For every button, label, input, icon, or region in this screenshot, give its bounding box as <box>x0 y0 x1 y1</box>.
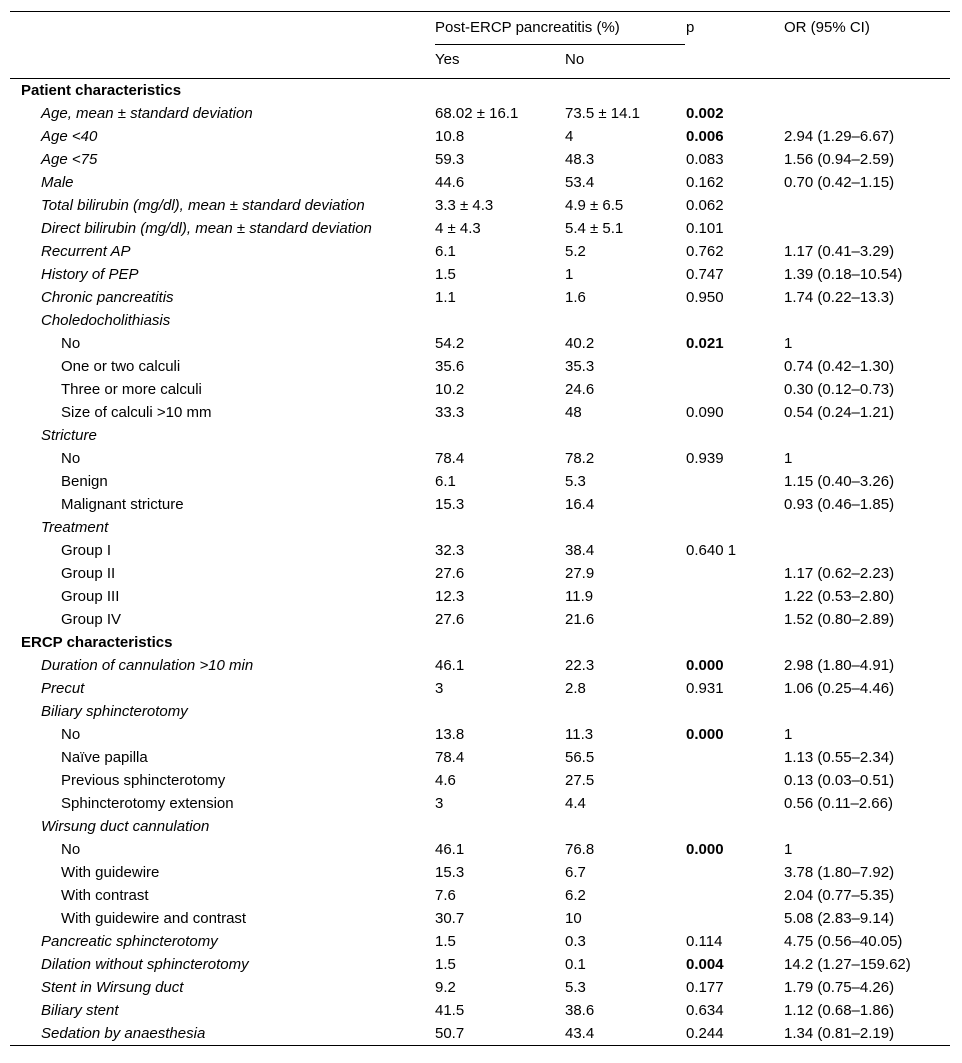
cell-yes: 68.02 ± 16.1 <box>435 105 519 122</box>
cell-no: 38.4 <box>565 542 595 559</box>
cell-p-value: 0.747 <box>686 266 724 283</box>
cell-no: 35.3 <box>565 358 595 375</box>
table-row <box>10 746 950 769</box>
table-row <box>10 194 950 217</box>
row-label: Sphincterotomy extension <box>61 795 234 812</box>
cell-yes: 35.6 <box>435 358 465 375</box>
row-label: One or two calculi <box>61 358 181 375</box>
cell-yes: 44.6 <box>435 174 465 191</box>
cell-no: 1.6 <box>565 289 586 306</box>
cell-no: 76.8 <box>565 841 595 858</box>
cell-odds-ratio: 1.22 (0.53–2.80) <box>784 588 895 605</box>
cell-no: 21.6 <box>565 611 595 628</box>
row-label: Size of calculi >10 mm <box>61 404 212 421</box>
cell-no: 4.4 <box>565 795 586 812</box>
cell-no: 4 <box>565 128 574 145</box>
cell-no: 10 <box>565 910 582 927</box>
row-label: Choledocholithiasis <box>41 312 171 329</box>
cell-odds-ratio: 1.06 (0.25–4.46) <box>784 680 895 697</box>
cell-odds-ratio: 0.30 (0.12–0.73) <box>784 381 895 398</box>
cell-odds-ratio: 0.13 (0.03–0.51) <box>784 772 895 789</box>
cell-odds-ratio: 1.17 (0.41–3.29) <box>784 243 895 260</box>
cell-yes: 1.5 <box>435 266 456 283</box>
cell-p-value: 0.000 <box>686 841 724 858</box>
cell-odds-ratio: 1 <box>784 726 793 743</box>
cell-odds-ratio: 0.54 (0.24–1.21) <box>784 404 895 421</box>
cell-p-value: 0.002 <box>686 105 724 122</box>
table-row <box>10 355 950 378</box>
cell-odds-ratio: 1.79 (0.75–4.26) <box>784 979 895 996</box>
cell-odds-ratio: 1.34 (0.81–2.19) <box>784 1025 895 1042</box>
table-header <box>10 11 950 79</box>
table-row <box>10 470 950 493</box>
cell-yes: 3 <box>435 680 444 697</box>
table-row <box>10 608 950 631</box>
cell-odds-ratio: 1.74 (0.22–13.3) <box>784 289 895 306</box>
cell-odds-ratio: 0.56 (0.11–2.66) <box>784 795 893 812</box>
cell-yes: 54.2 <box>435 335 465 352</box>
cell-yes: 1.5 <box>435 933 456 950</box>
col-header-yes: Yes <box>435 51 460 68</box>
row-label: Biliary sphincterotomy <box>41 703 188 720</box>
row-label: History of PEP <box>41 266 139 283</box>
row-label: Biliary stent <box>41 1002 119 1019</box>
row-label: Pancreatic sphincterotomy <box>41 933 218 950</box>
table-row <box>10 769 950 792</box>
row-label: ERCP characteristics <box>21 634 173 651</box>
cell-odds-ratio: 1.56 (0.94–2.59) <box>784 151 895 168</box>
cell-p-value: 0.006 <box>686 128 724 145</box>
table-row <box>10 976 950 999</box>
table-row <box>10 930 950 953</box>
cell-no: 0.3 <box>565 933 586 950</box>
cell-no: 27.9 <box>565 565 595 582</box>
row-label: Age, mean ± standard deviation <box>41 105 253 122</box>
cell-odds-ratio: 2.98 (1.80–4.91) <box>784 657 895 674</box>
table-row <box>10 401 950 424</box>
cell-p-value: 0.640 1 <box>686 542 737 559</box>
cell-yes: 78.4 <box>435 450 465 467</box>
table-row <box>10 953 950 976</box>
cell-odds-ratio: 1 <box>784 335 793 352</box>
table-row <box>10 861 950 884</box>
row-label: Three or more calculi <box>61 381 202 398</box>
table-row <box>10 125 950 148</box>
cell-p-value: 0.000 <box>686 657 724 674</box>
table-row <box>10 516 950 539</box>
cell-yes: 3 <box>435 795 444 812</box>
cell-p-value: 0.114 <box>686 933 723 950</box>
cell-no: 6.2 <box>565 887 586 904</box>
results-table <box>10 11 950 1046</box>
table-row <box>10 677 950 700</box>
cell-yes: 1.1 <box>435 289 456 306</box>
cell-odds-ratio: 0.93 (0.46–1.85) <box>784 496 895 513</box>
table-row <box>10 171 950 194</box>
cell-yes: 59.3 <box>435 151 465 168</box>
cell-odds-ratio: 14.2 (1.27–159.62) <box>784 956 911 973</box>
cell-no: 24.6 <box>565 381 595 398</box>
cell-no: 6.7 <box>565 864 586 881</box>
table-row <box>10 792 950 815</box>
cell-odds-ratio: 1.15 (0.40–3.26) <box>784 473 895 490</box>
cell-p-value: 0.090 <box>686 404 724 421</box>
row-label: Previous sphincterotomy <box>61 772 226 789</box>
row-label: With guidewire and contrast <box>61 910 247 927</box>
table-row <box>10 1022 950 1045</box>
cell-yes: 7.6 <box>435 887 456 904</box>
row-label: Age <40 <box>41 128 98 145</box>
cell-no: 1 <box>565 266 574 283</box>
cell-yes: 12.3 <box>435 588 465 605</box>
cell-p-value: 0.634 <box>686 1002 724 1019</box>
table-row <box>10 332 950 355</box>
cell-odds-ratio: 5.08 (2.83–9.14) <box>784 910 895 927</box>
col-header-no: No <box>565 51 585 68</box>
cell-no: 48.3 <box>565 151 595 168</box>
cell-p-value: 0.000 <box>686 726 724 743</box>
row-label: With guidewire <box>61 864 160 881</box>
row-label: Male <box>41 174 74 191</box>
cell-yes: 15.3 <box>435 864 465 881</box>
cell-odds-ratio: 3.78 (1.80–7.92) <box>784 864 895 881</box>
cell-p-value: 0.021 <box>686 335 724 352</box>
row-label: Wirsung duct cannulation <box>41 818 210 835</box>
row-label: Patient characteristics <box>21 82 182 99</box>
cell-no: 0.1 <box>565 956 586 973</box>
cell-yes: 32.3 <box>435 542 465 559</box>
row-label: Total bilirubin (mg/dl), mean ± standard deviation <box>41 197 365 214</box>
table-row <box>10 815 950 838</box>
cell-no: 38.6 <box>565 1002 595 1019</box>
cell-odds-ratio: 1.39 (0.18–10.54) <box>784 266 903 283</box>
cell-yes: 10.2 <box>435 381 465 398</box>
row-label: No <box>61 335 81 352</box>
table-row <box>10 263 950 286</box>
cell-odds-ratio: 1.17 (0.62–2.23) <box>784 565 895 582</box>
cell-yes: 4.6 <box>435 772 456 789</box>
section-header-row <box>10 79 950 102</box>
row-label: Group IV <box>61 611 122 628</box>
cell-odds-ratio: 1 <box>784 450 793 467</box>
table-row <box>10 286 950 309</box>
cell-yes: 27.6 <box>435 565 465 582</box>
table-row <box>10 148 950 171</box>
cell-no: 22.3 <box>565 657 595 674</box>
cell-no: 16.4 <box>565 496 595 513</box>
row-label: Stent in Wirsung duct <box>41 979 184 996</box>
row-label: Benign <box>61 473 108 490</box>
table-row <box>10 999 950 1022</box>
cell-no: 48 <box>565 404 582 421</box>
row-label: With contrast <box>61 887 149 904</box>
table-row <box>10 539 950 562</box>
table-row <box>10 585 950 608</box>
cell-no: 4.9 ± 6.5 <box>565 197 624 214</box>
section-header-row <box>10 631 950 654</box>
cell-no: 5.3 <box>565 473 586 490</box>
table-row <box>10 424 950 447</box>
cell-p-value: 0.062 <box>686 197 724 214</box>
cell-odds-ratio: 0.70 (0.42–1.15) <box>784 174 895 191</box>
table-body <box>10 79 950 1045</box>
cell-yes: 6.1 <box>435 243 456 260</box>
table-row <box>10 907 950 930</box>
cell-no: 43.4 <box>565 1025 595 1042</box>
cell-p-value: 0.939 <box>686 450 724 467</box>
table-bottom-rule <box>10 1045 950 1046</box>
cell-yes: 27.6 <box>435 611 465 628</box>
cell-no: 11.3 <box>565 726 594 743</box>
row-label: Duration of cannulation >10 min <box>41 657 254 674</box>
cell-yes: 3.3 ± 4.3 <box>435 197 494 214</box>
cell-yes: 10.8 <box>435 128 465 145</box>
row-label: No <box>61 450 81 467</box>
table-row <box>10 447 950 470</box>
table-row <box>10 240 950 263</box>
cell-yes: 46.1 <box>435 657 465 674</box>
cell-no: 73.5 ± 14.1 <box>565 105 640 122</box>
cell-p-value: 0.931 <box>686 680 724 697</box>
cell-no: 53.4 <box>565 174 595 191</box>
cell-odds-ratio: 4.75 (0.56–40.05) <box>784 933 903 950</box>
table-row <box>10 654 950 677</box>
row-label: Group III <box>61 588 120 605</box>
group-header-rule <box>435 44 685 45</box>
row-label: Age <75 <box>41 151 98 168</box>
row-label: Group I <box>61 542 112 559</box>
table-row <box>10 838 950 861</box>
cell-p-value: 0.004 <box>686 956 724 973</box>
row-label: Dilation without sphincterotomy <box>41 956 249 973</box>
cell-odds-ratio: 1.52 (0.80–2.89) <box>784 611 895 628</box>
cell-yes: 30.7 <box>435 910 465 927</box>
row-label: No <box>61 726 81 743</box>
cell-no: 11.9 <box>565 588 594 605</box>
cell-yes: 41.5 <box>435 1002 465 1019</box>
cell-odds-ratio: 0.74 (0.42–1.30) <box>784 358 895 375</box>
cell-p-value: 0.162 <box>686 174 724 191</box>
cell-p-value: 0.762 <box>686 243 724 260</box>
cell-p-value: 0.244 <box>686 1025 724 1042</box>
row-label: Direct bilirubin (mg/dl), mean ± standard deviation <box>41 220 372 237</box>
col-header-p: p <box>686 19 695 36</box>
cell-yes: 50.7 <box>435 1025 465 1042</box>
table-row <box>10 723 950 746</box>
cell-yes: 13.8 <box>435 726 465 743</box>
row-label: Naïve papilla <box>61 749 148 766</box>
row-label: Sedation by anaesthesia <box>41 1025 206 1042</box>
cell-odds-ratio: 1 <box>784 841 793 858</box>
table-row <box>10 378 950 401</box>
row-label: Group II <box>61 565 116 582</box>
col-header-or: OR (95% CI) <box>784 19 870 36</box>
cell-p-value: 0.083 <box>686 151 724 168</box>
cell-yes: 33.3 <box>435 404 465 421</box>
row-label: Stricture <box>41 427 97 444</box>
cell-no: 5.4 ± 5.1 <box>565 220 624 237</box>
cell-odds-ratio: 1.13 (0.55–2.34) <box>784 749 895 766</box>
cell-no: 40.2 <box>565 335 595 352</box>
cell-odds-ratio: 1.12 (0.68–1.86) <box>784 1002 895 1019</box>
row-label: Recurrent AP <box>41 243 131 260</box>
cell-no: 5.3 <box>565 979 586 996</box>
group-header: Post-ERCP pancreatitis (%) <box>435 19 620 36</box>
cell-no: 78.2 <box>565 450 595 467</box>
row-label: Chronic pancreatitis <box>41 289 174 306</box>
table-row <box>10 884 950 907</box>
row-label: No <box>61 841 81 858</box>
cell-p-value: 0.950 <box>686 289 724 306</box>
row-label: Precut <box>41 680 85 697</box>
cell-yes: 6.1 <box>435 473 456 490</box>
cell-yes: 15.3 <box>435 496 465 513</box>
cell-no: 5.2 <box>565 243 586 260</box>
cell-no: 27.5 <box>565 772 595 789</box>
cell-p-value: 0.177 <box>686 979 724 996</box>
cell-yes: 46.1 <box>435 841 465 858</box>
cell-yes: 1.5 <box>435 956 456 973</box>
cell-odds-ratio: 2.04 (0.77–5.35) <box>784 887 895 904</box>
row-label: Malignant stricture <box>61 496 184 513</box>
table-row <box>10 102 950 125</box>
cell-no: 2.8 <box>565 680 586 697</box>
table-row <box>10 700 950 723</box>
row-label: Treatment <box>41 519 109 536</box>
cell-no: 56.5 <box>565 749 595 766</box>
cell-p-value: 0.101 <box>686 220 724 237</box>
cell-yes: 9.2 <box>435 979 456 996</box>
table-row <box>10 493 950 516</box>
cell-yes: 78.4 <box>435 749 465 766</box>
table-row <box>10 309 950 332</box>
cell-odds-ratio: 2.94 (1.29–6.67) <box>784 128 895 145</box>
table-row <box>10 562 950 585</box>
table-row <box>10 217 950 240</box>
cell-yes: 4 ± 4.3 <box>435 220 481 237</box>
